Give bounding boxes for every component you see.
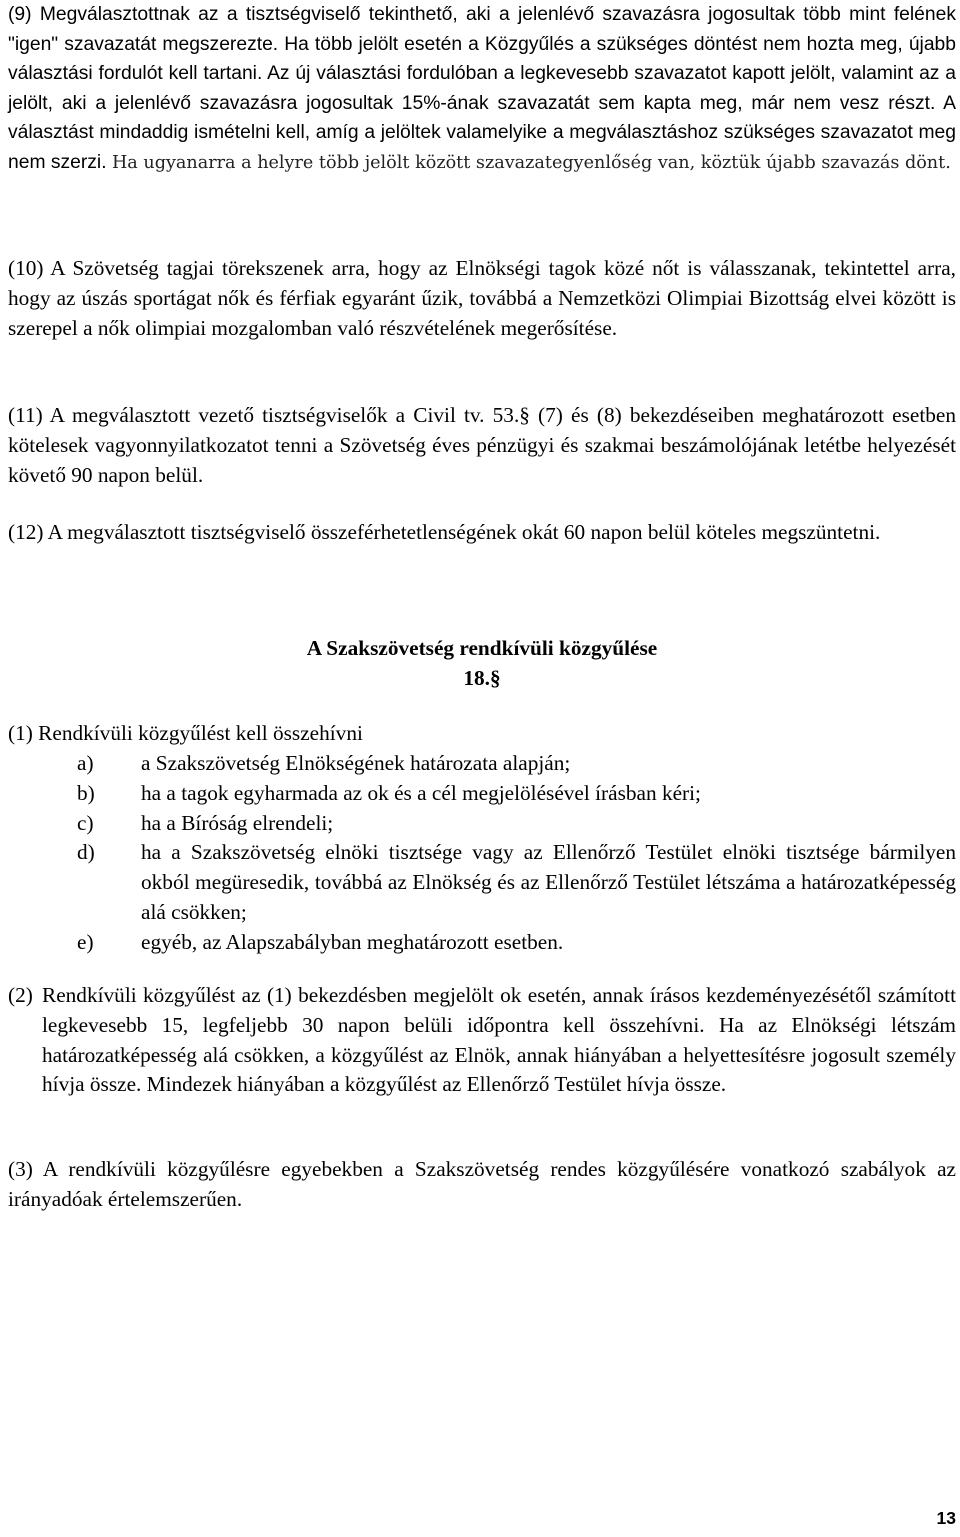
section-2 [8, 981, 956, 1100]
list-item [8, 749, 956, 779]
list-item-text: egyéb, az Alapszabályban meghatározott esetben. [141, 929, 564, 954]
paragraph-12: (12) A megválasztott tisztségviselő összeférhetetlenségének okát 60 napon belül köteles megszüntetni. [8, 520, 881, 544]
section-3: (3) A rendkívüli közgyűlésre egyebekben a Szakszövetség rendes közgyűlésére vonatkozó szabályok az irányadóak értelemszerűen. [8, 1157, 956, 1211]
paragraph-9 [8, 0, 956, 178]
list-item-text: ha a tagok egyharmada az ok és a cél megjelölésével írásban kéri; [141, 780, 701, 805]
list-item [8, 928, 956, 958]
list-item [8, 779, 956, 809]
paragraph-11: (11) A megválasztott vezető tisztségviselők a Civil tv. 53.§ (7) és (8) bekezdéseiben meghatározott esetben kötelesek vagyonnyilatkozatot tenni a Szövetség éves pénzügyi és szakmai beszámolójának letétbe helyezését követő 90 napon belül. [8, 403, 956, 487]
paragraph-10: (10) A Szövetség tagjai törekszenek arra, hogy az Elnökségi tagok közé nőt is válasszanak, tekintettel arra, hogy az úszás sportágat nők és férfiak egyaránt űzik, továbbá a Nemzetközi Olimpiai Bizottság elvei között is szerepel a nők olimpiai mozgalomban való részvételének megerősítése. [8, 256, 956, 340]
list-item [8, 809, 956, 839]
list-item-marker: b) [77, 780, 95, 805]
section-2-marker: (2) [8, 983, 33, 1007]
list-item-text: ha a Szakszövetség elnöki tisztsége vagy az Ellenőrző Testület elnöki tisztsége bármilyen okból megüresedik, továbbá az Elnökség és az Ellenőrző Testület létszáma a határozatképesség alá csökken; [141, 840, 956, 924]
list-item [8, 838, 956, 927]
list-item-text: ha a Bíróság elrendeli; [141, 810, 334, 835]
paragraph-9-tie-rule: Ha ugyanarra a helyre több jelölt között szavazategyenlőség van, köztük újabb szavazás dönt. [111, 152, 951, 173]
section-2-text: Rendkívüli közgyűlést az (1) bekezdésben megjelölt ok esetén, annak írásos kezdeményezésétől számított legkevesebb 15, legfeljebb 30 napon belüli időpontra kell összehívni. Ha az Elnökségi létszám határozatképesség alá csökken, a közgyűlést az Elnök, annak hiányában a helyettesítésre jogosult személy hívja össze. Mindezek hiányában a közgyűlést az Ellenőrző Testület hívja össze. [42, 983, 956, 1097]
page-number: 13 [936, 1508, 956, 1528]
section-number: 18.§ [463, 666, 501, 690]
list-item-marker: d) [77, 840, 95, 865]
list-item-text: a Szakszövetség Elnökségének határozata alapján; [141, 751, 571, 775]
list-item-marker: e) [77, 929, 94, 954]
section-title: A Szakszövetség rendkívüli közgyűlése [306, 636, 658, 660]
paragraph-9-main: (9) Megválasztottnak az a tisztségviselő tekinthető, aki a jelenlévő szavazásra jogosultak több mint felének "igen" szavazatát megszerezte. Ha több jelölt esetén a Közgyűlés a szükséges döntést nem hozta meg, újabb választási fordulót kell tartani. Az új választási fordulóban a legkevesebb szavazatot kapott jelölt, valamint az a jelölt, aki a jelenlévő szavazásra jogosultak 15%-ának szavazatát sem kapta meg, már nem vesz részt. A választást mindaddig ismételni kell, amíg a jelöltek valamelyike a megválasztáshoz szükséges szavazatot meg nem szerzi. [8, 4, 956, 173]
list-item-marker: a) [77, 751, 94, 775]
section-1-intro: (1) Rendkívüli közgyűlést kell összehívni [8, 721, 363, 745]
section-1-list [8, 749, 956, 958]
list-item-marker: c) [77, 810, 94, 835]
